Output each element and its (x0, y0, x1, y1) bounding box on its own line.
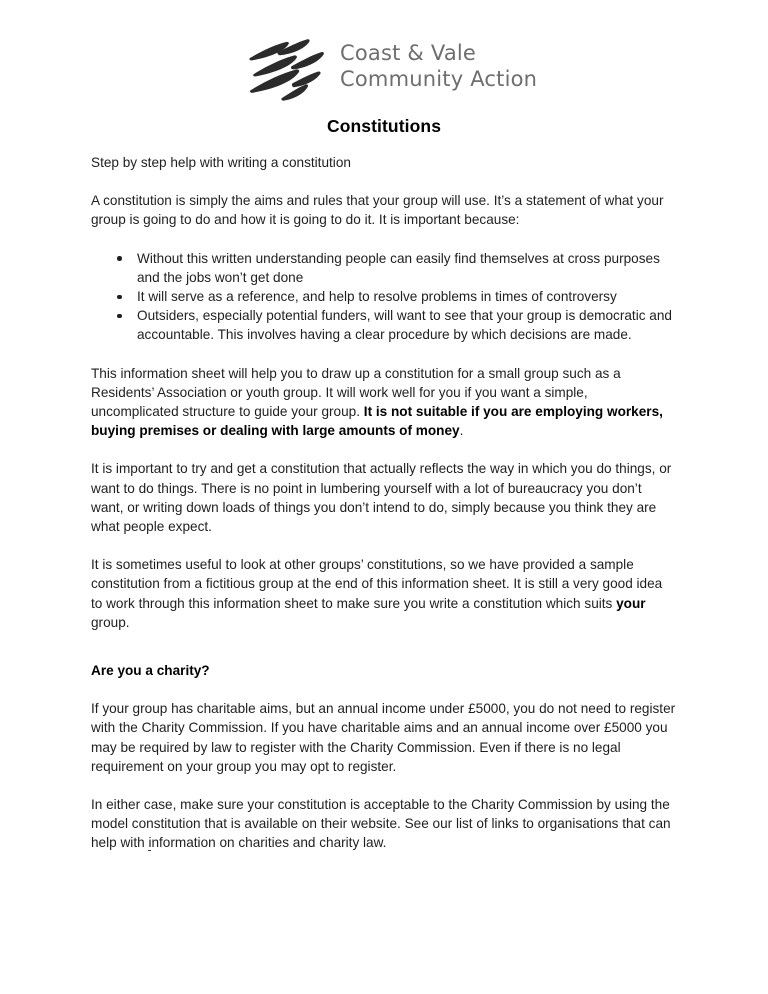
suitability-text-lead: This information sheet will help you to draw up a constitution for a small group such as a Residents’ Association or youth group. It will work well for you if you want a simple, uncomplicated structure to guide your group. (91, 365, 621, 420)
scan-underline-artifact: i (148, 835, 152, 851)
sample-text-lead: It is sometimes useful to look at other groups’ constitutions, so we have provided a sample constitution from a fictitious group at the end of this information sheet. It is still a very good idea to work through this information sheet to make sure you write a constitution which suits (91, 557, 663, 611)
organisation-logo (248, 34, 538, 106)
sample-emphasis-bold: your (616, 595, 646, 611)
suitability-warning-bold: It is not suitable if you are employing workers, buying premises or dealing with large amounts of money (91, 404, 663, 439)
section-heading-are-you-a-charity: Are you a charity? (91, 663, 210, 679)
suitability-paragraph (91, 364, 676, 441)
page-title: Constitutions (326, 116, 442, 136)
list-item: It will serve as a reference, and help to resolve problems in times of controversy (137, 287, 676, 306)
charity-text-tail: nformation on charities and charity law. (151, 835, 387, 851)
intro-paragraph: A constitution is simply the aims and rules that your group will use. It’s a statement of what your group is going to do and how it is going to do it. It is important because: (91, 193, 664, 228)
sample-constitution-paragraph (91, 555, 676, 632)
bureaucracy-paragraph: It is important to try and get a constitution that actually reflects the way in which you do things, or want to do things. There is no point in lumbering yourself with a lot of bureaucracy you don’t want, or writing down loads of things you don’t intend to do, simply because you think they are what people expect. (91, 461, 672, 535)
logo-text-line-2: Community Action (340, 67, 538, 91)
charity-commission-paragraph (91, 795, 676, 853)
list-item: Outsiders, especially potential funders, will want to see that your group is democratic and accountable. This involves having a clear procedure by which decisions are made. (137, 306, 676, 344)
document-subtitle: Step by step help with writing a constitution (91, 155, 351, 170)
charity-registration-paragraph: If your group has charitable aims, but an annual income under £5000, you do not need to register with the Charity Commission. If you have charitable aims and an annual income over £5000 you may be required by law to register with the Charity Commission. Even if there is no legal requirement on your group you may opt to register. (91, 701, 676, 774)
list-item: Without this written understanding people can easily find themselves at cross purposes and the jobs won’t get done (137, 249, 676, 287)
suitability-text-tail: . (459, 423, 464, 439)
logo-text-line-1: Coast & Vale (340, 41, 477, 65)
sample-text-tail: group. (91, 614, 130, 630)
coast-vale-community-action-mark-icon (248, 36, 330, 102)
charity-text-lead: In either case, make sure your constitution is acceptable to the Charity Commission by using the model constitution that is available on their website. See our list of links to organisations that can help with (91, 797, 671, 851)
importance-bullet-list (91, 249, 676, 345)
organisation-logo-text (340, 40, 537, 92)
document-body (91, 153, 676, 872)
